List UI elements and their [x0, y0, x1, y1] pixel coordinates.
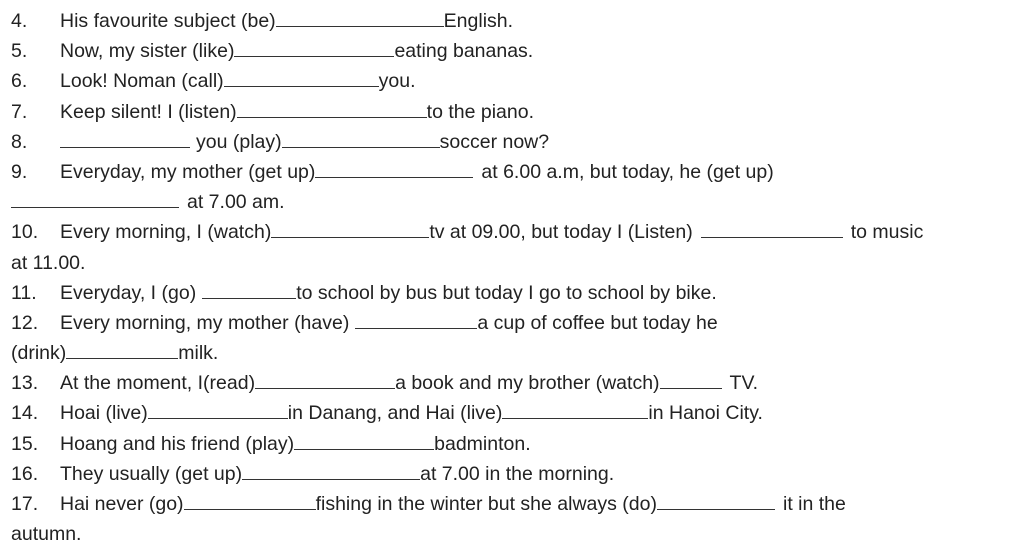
answer-blank[interactable]: [234, 38, 394, 57]
answer-blank[interactable]: [11, 189, 179, 208]
item-number: 11.: [11, 281, 37, 304]
exercise-item-12: [11, 308, 1024, 338]
item-text-part: at 7.00 am.: [187, 191, 285, 214]
item-number: 17.: [11, 493, 39, 515]
answer-blank[interactable]: [242, 461, 420, 480]
exercise-item-9: [11, 157, 1024, 187]
item-text: [60, 489, 1024, 519]
item-number: 14.: [11, 402, 39, 425]
item-text-part: to school by bus but today I go to school by bike.: [296, 281, 717, 304]
item-number: 13.: [11, 372, 39, 395]
item-text-part: badminton.: [434, 432, 531, 455]
answer-blank[interactable]: [276, 8, 444, 27]
item-text-part: you.: [378, 70, 416, 93]
item-text: [11, 248, 1024, 278]
answer-blank[interactable]: [282, 129, 440, 148]
item-number: 15.: [11, 432, 39, 455]
exercise-item-8: [11, 127, 1024, 157]
answer-blank[interactable]: [255, 370, 395, 389]
item-text-part: at 7.00 in the morning.: [420, 462, 615, 485]
item-text-part: Everyday, my mother (get up): [60, 160, 316, 183]
answer-blank[interactable]: [202, 280, 296, 299]
item-number: 4.: [11, 10, 28, 32]
answer-blank[interactable]: [237, 99, 427, 118]
answer-blank[interactable]: [701, 219, 843, 238]
item-text-part: a book and my brother (watch): [395, 372, 660, 395]
item-text-part: Keep silent! I (listen): [60, 100, 237, 123]
item-number: 12.: [11, 311, 39, 334]
item-text-part: Hai never (go): [60, 493, 184, 515]
item-text-part: at 11.00.: [11, 251, 86, 274]
item-text-part: you (play): [196, 130, 282, 153]
item-number: 10.: [11, 221, 39, 244]
item-text-part: Look! Noman (call): [60, 70, 224, 93]
item-text: [60, 6, 1024, 36]
item-text: [60, 127, 1024, 157]
exercise-item-10-continuation: [11, 248, 1024, 278]
exercise-item-13: [11, 368, 1024, 398]
item-text-part: Hoai (live): [60, 402, 148, 425]
item-number: 7.: [11, 100, 28, 123]
item-text-part: in Hanoi City.: [648, 402, 763, 425]
item-text-part: fishing in the winter but she always (do): [315, 493, 657, 515]
exercise-item-5: [11, 36, 1024, 66]
exercise-item-6: [11, 66, 1024, 96]
exercise-item-9-continuation: [11, 187, 1024, 217]
answer-blank[interactable]: [184, 491, 316, 510]
item-text: [60, 36, 1024, 66]
item-text: [60, 398, 1024, 428]
item-text-part: Every morning, my mother (have): [60, 311, 350, 334]
exercise-item-7: [11, 97, 1024, 127]
item-text: [60, 429, 1024, 459]
item-text-part: it in the: [782, 493, 846, 515]
item-text: [60, 66, 1024, 96]
item-text: [60, 368, 1024, 398]
item-text-part: At the moment, I(read): [60, 372, 256, 395]
item-text-part: (drink): [11, 342, 67, 365]
item-text-part: TV.: [729, 372, 759, 395]
item-text: [60, 459, 1024, 489]
exercise-item-17-continuation: [11, 519, 1024, 549]
item-number: 8.: [11, 130, 28, 153]
item-text-part: in Danang, and Hai (live): [287, 402, 503, 425]
answer-blank[interactable]: [148, 400, 288, 419]
item-number: 9.: [11, 160, 28, 183]
exercise-item-11: [11, 278, 1024, 308]
answer-blank[interactable]: [271, 219, 429, 238]
item-text: [60, 97, 1024, 127]
answer-blank[interactable]: [294, 431, 434, 450]
item-text-part: Every morning, I (watch): [60, 221, 272, 244]
item-text-part: English.: [443, 10, 514, 32]
item-text-part: milk.: [178, 342, 219, 365]
item-text-part: to the piano.: [426, 100, 535, 123]
item-text-part: tv at 09.00, but today I (Listen): [429, 221, 693, 244]
item-number: 6.: [11, 70, 28, 93]
answer-blank[interactable]: [502, 400, 648, 419]
exercise-item-14: [11, 398, 1024, 428]
item-text-part: to music: [850, 221, 924, 244]
item-number: 16.: [11, 462, 39, 485]
item-number: 5.: [11, 40, 28, 63]
item-text-part: Hoang and his friend (play): [60, 432, 295, 455]
item-text: [60, 217, 1024, 247]
answer-blank[interactable]: [657, 491, 775, 510]
item-text-part: Everyday, I (go): [60, 281, 197, 304]
item-text: [11, 519, 1024, 549]
exercise-item-16: [11, 459, 1024, 489]
item-text-part: soccer now?: [439, 130, 550, 153]
item-text: [60, 278, 1024, 308]
exercise-item-10: [11, 217, 1024, 247]
answer-blank[interactable]: [355, 310, 477, 329]
item-text-part: Now, my sister (like): [60, 40, 235, 63]
item-text-part: autumn.: [11, 523, 82, 546]
item-text-part: at 6.00 a.m, but today, he (get up): [481, 160, 774, 183]
exercise-item-4: [11, 6, 1024, 36]
exercise-item-15: [11, 429, 1024, 459]
item-text: [11, 187, 1024, 217]
item-text-part: eating bananas.: [394, 40, 534, 63]
item-text-part: a cup of coffee but today he: [477, 311, 718, 334]
exercise-item-17: [11, 489, 1024, 519]
item-text: [60, 157, 1024, 187]
item-text-part: They usually (get up): [60, 462, 243, 485]
answer-blank[interactable]: [66, 340, 178, 359]
answer-blank[interactable]: [315, 159, 473, 178]
item-text-part: His favourite subject (be): [60, 10, 276, 32]
answer-blank[interactable]: [60, 129, 190, 148]
exercise-item-12-continuation: [11, 338, 1024, 368]
item-text: [60, 308, 1024, 338]
answer-blank[interactable]: [224, 68, 379, 87]
answer-blank[interactable]: [660, 370, 722, 389]
item-text: [11, 338, 1024, 368]
